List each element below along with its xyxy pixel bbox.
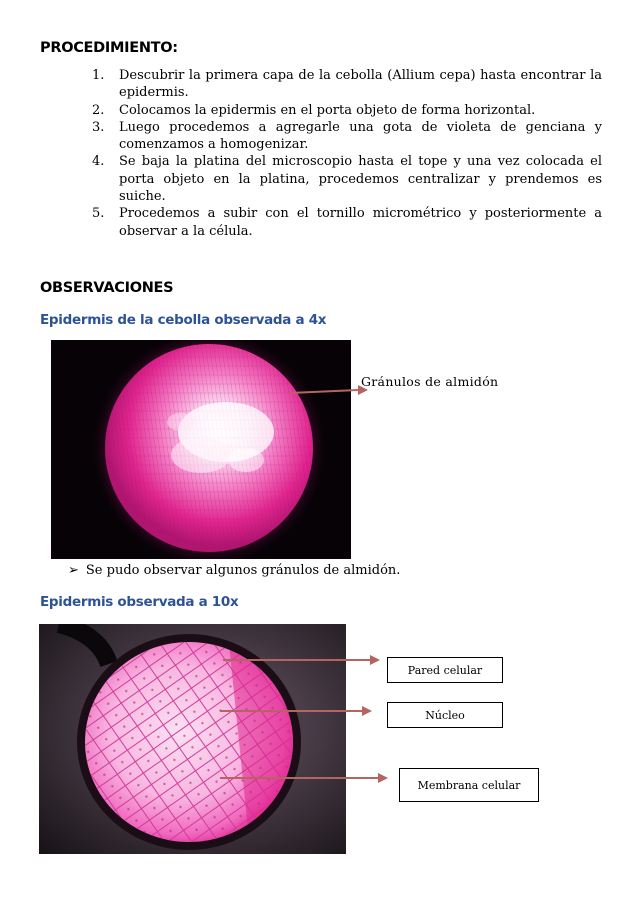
procedure-step bbox=[92, 119, 602, 154]
step-text: Se baja la platina del microscopio hasta el tope y una vez colocada el porta objeto en la platina, procedemos centralizar y prendemos es suiche. bbox=[119, 154, 602, 205]
step-number: 4. bbox=[92, 154, 105, 170]
note-4x-text: Se pudo observar algunos gránulos de almidón. bbox=[85, 563, 401, 578]
label-wall: Pared celular bbox=[387, 657, 503, 683]
step-number: 2. bbox=[92, 102, 105, 118]
arrow-granules bbox=[290, 380, 370, 402]
procedure-steps bbox=[92, 67, 602, 240]
arrows-10x bbox=[220, 650, 390, 790]
step-number: 1. bbox=[92, 68, 105, 83]
step-text: Descubrir la primera capa de la cebolla (Allium cepa) hasta encontrar la epidermis. bbox=[119, 68, 602, 101]
micrograph-4x-image bbox=[51, 340, 351, 559]
note-4x bbox=[68, 563, 400, 578]
procedure-step bbox=[92, 205, 602, 240]
procedure-step bbox=[92, 102, 602, 119]
procedure-step bbox=[92, 153, 602, 205]
bullet-arrow-icon: ➢ bbox=[68, 563, 79, 578]
micrograph-4x bbox=[51, 340, 351, 559]
procedure-step bbox=[92, 67, 602, 102]
step-text: Colocamos la epidermis en el porta objeto de forma horizontal. bbox=[119, 102, 536, 118]
step-text: Luego procedemos a agregarle una gota de violeta de genciana y comenzamos a homogenizar. bbox=[119, 119, 602, 153]
label-nucleus: Núcleo bbox=[387, 702, 503, 728]
step-number: 5. bbox=[92, 206, 105, 222]
procedure-title: PROCEDIMIENTO: bbox=[40, 40, 178, 56]
subtitle-10x: Epidermis observada a 10x bbox=[40, 594, 239, 610]
observations-title: OBSERVACIONES bbox=[40, 280, 174, 296]
label-membrane: Membrana celular bbox=[399, 768, 539, 802]
step-text: Procedemos a subir con el tornillo micrométrico y posteriormente a observar a la célula. bbox=[119, 206, 602, 239]
subtitle-4x: Epidermis de la cebolla observada a 4x bbox=[40, 312, 327, 328]
step-number: 3. bbox=[92, 119, 105, 135]
label-granules: Gránulos de almidón bbox=[361, 374, 499, 389]
